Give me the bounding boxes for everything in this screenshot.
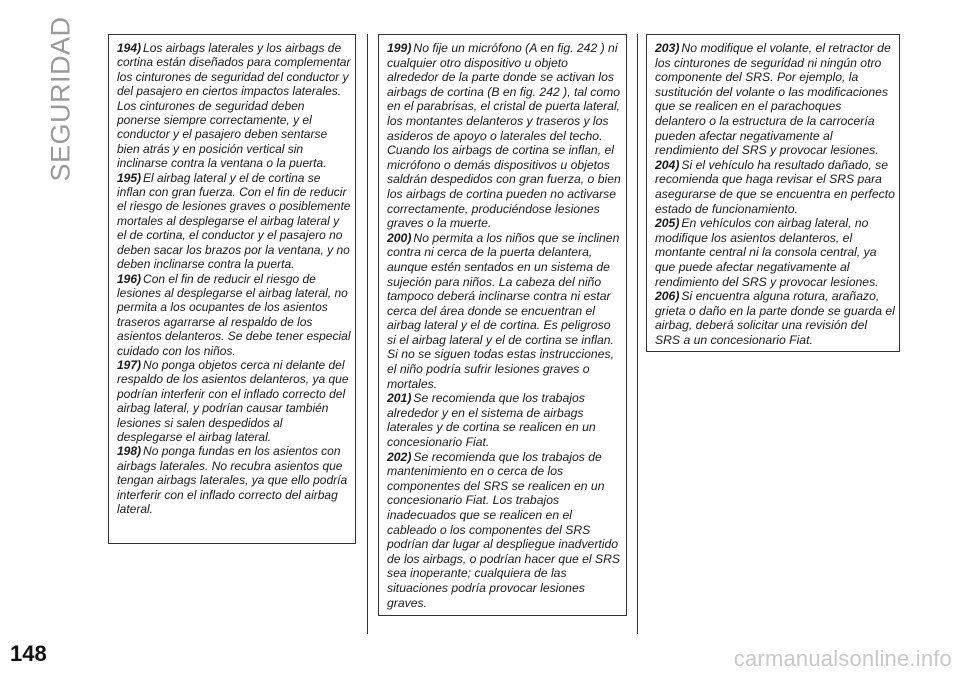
warning-text: En vehículos con airbag lateral, no modifique los asientos delanteros, el montante central ni la consola central, ya que puede afectar negativamente al rendimiento del SRS y provocar lesiones.	[655, 216, 879, 289]
warning-text: Se recomienda que los trabajos de mantenimiento en o cerca de los componentes del SRS se realicen en un concesionario Fiat. Los trabajos inadecuados que se realicen en el cableado o los componentes del SRS podrían dar lugar al despliegue inadvertido de los airbags, o podrían hacer que el SRS sea inoperante; cualquiera de las situaciones podría provocar lesiones graves.	[387, 449, 621, 610]
warning-text: El airbag lateral y el de cortina se inflan con gran fuerza. Con el fin de reducir el riesgo de lesiones graves o posiblemente mortales al desplegarse el airbag lateral y el de cortina, el conductor y el pasajero no deben sacar los brazos por la ventana, y no deben inclinarse contra la puerta.	[117, 170, 351, 272]
warning-paragraph	[655, 41, 895, 158]
warning-paragraph	[655, 158, 895, 216]
warning-number: 200)	[387, 230, 412, 245]
warning-text: Los airbags laterales y los airbags de cortina están diseñados para complementar los cinturones de seguridad del conductor y del pasajero en ciertos impactos laterales. Los cinturones de seguridad deben ponerse siempre correctamente, y el conductor y el pasajero deben sentarse bien atrás y en posición vertical sin inclinarse contra la ventana o la puerta.	[117, 41, 351, 171]
section-title	[26, 16, 96, 182]
warning-paragraph	[655, 289, 895, 347]
warning-text: No ponga fundas en los asientos con airbags laterales. No recubra asientos que tengan airbags laterales, ya que ello podría interferir con el inflado correcto del airbag lateral.	[117, 444, 348, 516]
warning-text: Se recomienda que los trabajos alrededor y en el sistema de airbags laterales y de cortina se realicen en un concesionario Fiat.	[387, 391, 596, 450]
warning-text: Con el fin de reducir el riesgo de lesiones al desplegarse el airbag lateral, no permita a los ocupantes de los asientos traseros agarrarse al respaldo de los asientos delanteros. Se debe tener especial cuidado con los niños.	[117, 271, 351, 358]
warning-column-1	[108, 34, 356, 544]
warning-number: 201)	[387, 391, 412, 406]
page-number: 148	[10, 641, 47, 666]
warning-number: 203)	[655, 41, 680, 55]
warning-column-3	[646, 34, 900, 352]
warning-paragraph	[387, 231, 622, 392]
warning-paragraph	[117, 272, 351, 358]
warning-number: 196)	[117, 271, 142, 286]
column-divider	[367, 34, 368, 634]
warning-number: 194)	[117, 41, 142, 55]
warning-paragraph	[387, 41, 622, 231]
warning-paragraph	[655, 216, 895, 289]
warning-number: 199)	[387, 41, 412, 55]
warning-paragraph	[117, 444, 351, 516]
watermark: carmanualsonline.info	[733, 646, 952, 671]
warning-text: Si encuentra alguna rotura, arañazo, grieta o daño en la parte donde se guarda el airbag, deberá solicitar una revisión del SRS a un concesionario Fiat.	[655, 289, 895, 347]
section-title-text: SEGURIDAD	[45, 16, 76, 182]
warning-number: 206)	[655, 289, 680, 304]
column-divider	[637, 34, 638, 634]
warning-number: 202)	[387, 449, 412, 464]
warning-text: No fije un micrófono (A en fig. 242 ) ni cualquier otro dispositivo u objeto alrededor de la parte donde se activan los airbags de cortina (B en fig. 242 ), tal como en el parabrisas, el cristal de puerta lateral, los montantes delanteros y traseros y los asideros de apoyo o laterales del techo. Cuando los airbags de cortina se inflan, el micrófono o demás dispositivos u objetos saldrán despedidos con gran fuerza, o bien los airbags de cortina pueden no activarse correctamente, produciéndose lesiones graves o la muerte.	[387, 41, 621, 231]
warning-number: 195)	[117, 170, 142, 185]
warning-number: 197)	[117, 357, 142, 372]
warning-text: No permita a los niños que se inclinen contra ni cerca de la puerta delantera, aunque estén sentados en un sistema de sujeción para niños. La cabeza del niño tampoco deberá inclinarse contra ni estar cerca del área donde se encuentran el airbag lateral y el de cortina. Es peligroso si el airbag lateral y el de cortina se inflan. Si no se siguen todas estas instrucciones, el niño podría sufrir lesiones graves o mortales.	[387, 230, 620, 391]
warning-paragraph	[117, 358, 351, 444]
warning-number: 205)	[655, 216, 680, 231]
warning-number: 198)	[117, 444, 142, 459]
warning-paragraph	[387, 391, 622, 449]
warning-paragraph	[387, 450, 622, 611]
warning-column-2	[378, 34, 627, 616]
warning-paragraph	[117, 171, 351, 272]
warning-paragraph	[117, 41, 351, 171]
warning-text: No ponga objetos cerca ni delante del respaldo de los asientos delanteros, ya que podrían interferir con el inflado correcto del airbag lateral, y podrían causar también lesiones si salen despedidos al desplegarse el airbag lateral.	[117, 357, 349, 444]
warning-text: Si el vehículo ha resultado dañado, se recomienda que haga revisar el SRS para asegurarse de que se encuentra en perfecto estado de funcionamiento.	[655, 157, 895, 216]
warning-text: No modifique el volante, el retractor de los cinturones de seguridad ni ningún otro componente del SRS. Por ejemplo, la sustitución del volante o las modificaciones que se realicen en el parachoques delantero o la estructura de la carrocería pueden afectar negativamente al rendimiento del SRS y provocar lesiones.	[655, 41, 891, 158]
warning-number: 204)	[655, 157, 680, 172]
